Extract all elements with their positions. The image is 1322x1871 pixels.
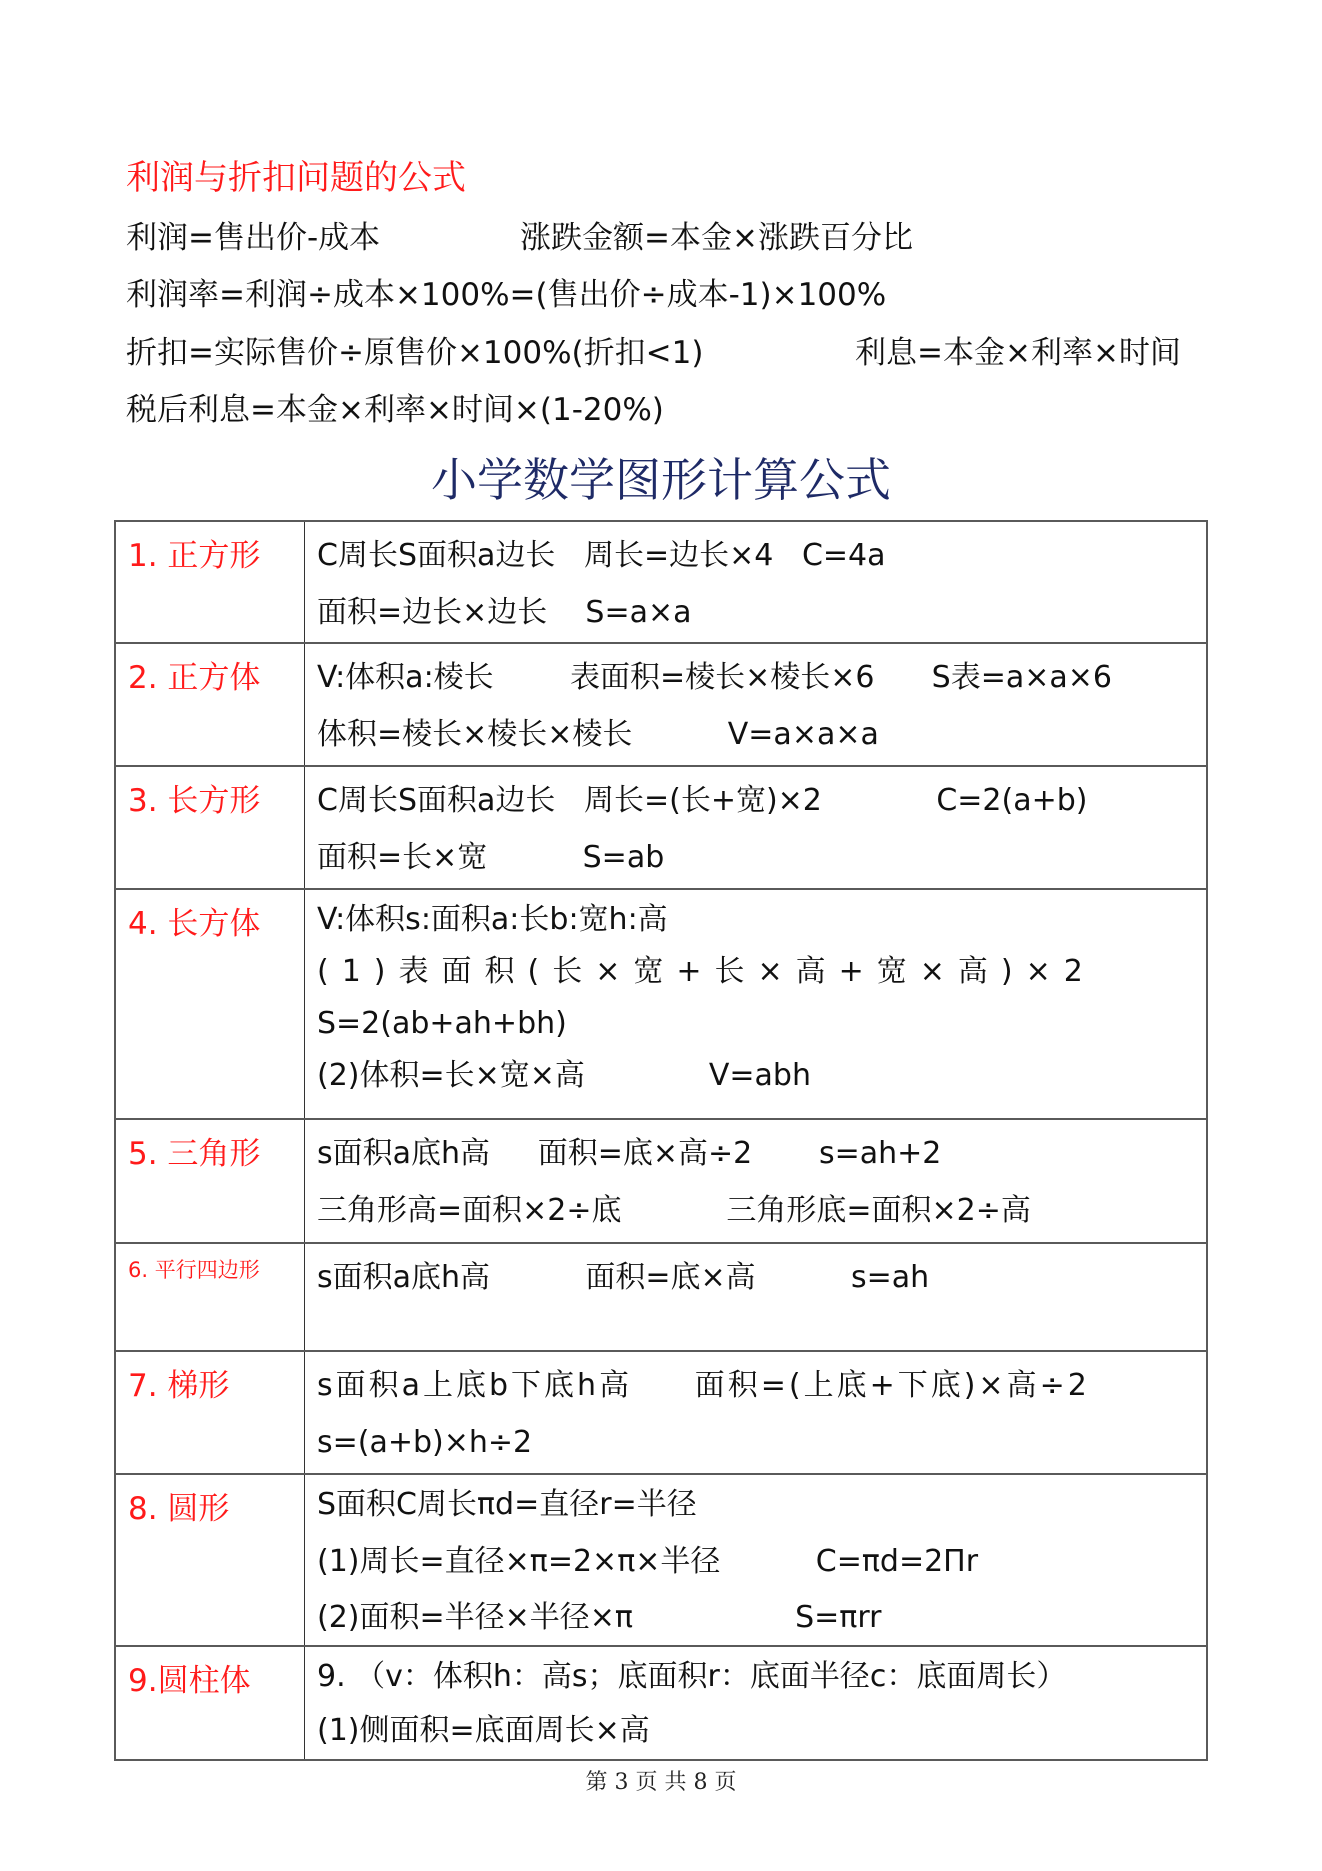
formula-line: V:体积s:面积a:长b:宽h:高 [317, 902, 668, 937]
table-row-cuboid [116, 890, 1206, 1120]
label-cell [116, 522, 305, 642]
label-cell [116, 644, 305, 765]
formula-line: s面积a底h高 面积=底×高 s=ah [317, 1260, 930, 1295]
formula-line: (1)表面积(长×宽+长×高+宽×高)×2 [317, 954, 1096, 989]
row-label: 7. 梯形 [128, 1368, 230, 1404]
formula-line: C周长S面积a边长 周长=(长+宽)×2 C=2(a+b) [317, 783, 1088, 818]
formula-line: (2)体积=长×宽×高 V=abh [317, 1058, 811, 1093]
content-cell [305, 890, 1206, 1118]
page-indicator: 第 3 页 共 8 页 [585, 1770, 737, 1795]
label-cell [116, 1244, 305, 1350]
profit-section-heading: 利润与折扣问题的公式 [126, 158, 466, 198]
label-cell [116, 1475, 305, 1645]
formula-profit-rate: 利润率=利润÷成本×100%=(售出价÷成本-1)×100% [126, 277, 887, 313]
label-cell [116, 767, 305, 888]
formula-line: (2)面积=半径×半径×π S=πrr [317, 1600, 882, 1635]
geometry-section-title: 小学数学图形计算公式 [431, 453, 891, 507]
table-row-trapezoid [116, 1352, 1206, 1475]
content-cell [305, 1244, 1206, 1350]
formula-line: 9. （v：体积h：高s；底面积r：底面半径c：底面周长） [317, 1659, 1067, 1694]
formula-line: C周长S面积a边长 周长=边长×4 C=4a [317, 538, 886, 573]
formula-line: 体积=棱长×棱长×棱长 V=a×a×a [317, 717, 879, 752]
formula-discount: 折扣=实际售价÷原售价×100%(折扣<1) [126, 335, 704, 371]
row-label: 3. 长方形 [128, 783, 261, 819]
row-label: 6. 平行四边形 [128, 1258, 260, 1282]
formula-line: s面积a底h高 面积=底×高÷2 s=ah+2 [317, 1136, 942, 1171]
label-cell [116, 890, 305, 1118]
row-label: 2. 正方体 [128, 660, 261, 696]
label-cell [116, 1647, 305, 1759]
content-cell [305, 1120, 1206, 1242]
formula-line: 面积=边长×边长 S=a×a [317, 595, 692, 630]
row-label: 1. 正方形 [128, 538, 261, 574]
formula-price-change: 涨跌金额=本金×涨跌百分比 [520, 220, 913, 256]
row-label: 9.圆柱体 [128, 1663, 251, 1699]
table-row-rectangle [116, 767, 1206, 890]
row-label: 5. 三角形 [128, 1136, 261, 1172]
table-row-cylinder [116, 1647, 1206, 1759]
formula-line: 三角形高=面积×2÷底 三角形底=面积×2÷高 [317, 1193, 1031, 1228]
table-row-square [116, 522, 1206, 644]
formula-line: (1)侧面积=底面周长×高 [317, 1713, 650, 1748]
formula-line: 面积=长×宽 S=ab [317, 840, 665, 875]
label-cell [116, 1120, 305, 1242]
geometry-formula-table [114, 520, 1208, 1761]
formula-profit: 利润=售出价-成本 [126, 220, 381, 256]
content-cell [305, 1352, 1206, 1473]
table-row-circle [116, 1475, 1206, 1647]
formula-line: s=(a+b)×h÷2 [317, 1425, 533, 1460]
table-row-parallelogram [116, 1244, 1206, 1352]
table-row-cube [116, 644, 1206, 767]
table-row-triangle [116, 1120, 1206, 1244]
formula-line: V:体积a:棱长 表面积=棱长×棱长×6 S表=a×a×6 [317, 660, 1112, 695]
content-cell [305, 644, 1206, 765]
row-label: 4. 长方体 [128, 906, 261, 942]
formula-line: s面积a上底b下底h高 面积=(上底+下底)×高÷2 [317, 1368, 1090, 1403]
content-cell [305, 1475, 1206, 1645]
label-cell [116, 1352, 305, 1473]
formula-line: (1)周长=直径×π=2×π×半径 C=πd=2Πr [317, 1544, 979, 1579]
formula-line: S=2(ab+ah+bh) [317, 1006, 567, 1041]
row-label: 8. 圆形 [128, 1491, 230, 1527]
formula-line: S面积C周长πd=直径r=半径 [317, 1487, 697, 1522]
content-cell [305, 1647, 1206, 1759]
content-cell [305, 522, 1206, 642]
formula-after-tax-interest: 税后利息=本金×利率×时间×(1-20%) [126, 392, 664, 428]
content-cell [305, 767, 1206, 888]
formula-interest: 利息=本金×利率×时间 [855, 335, 1181, 371]
